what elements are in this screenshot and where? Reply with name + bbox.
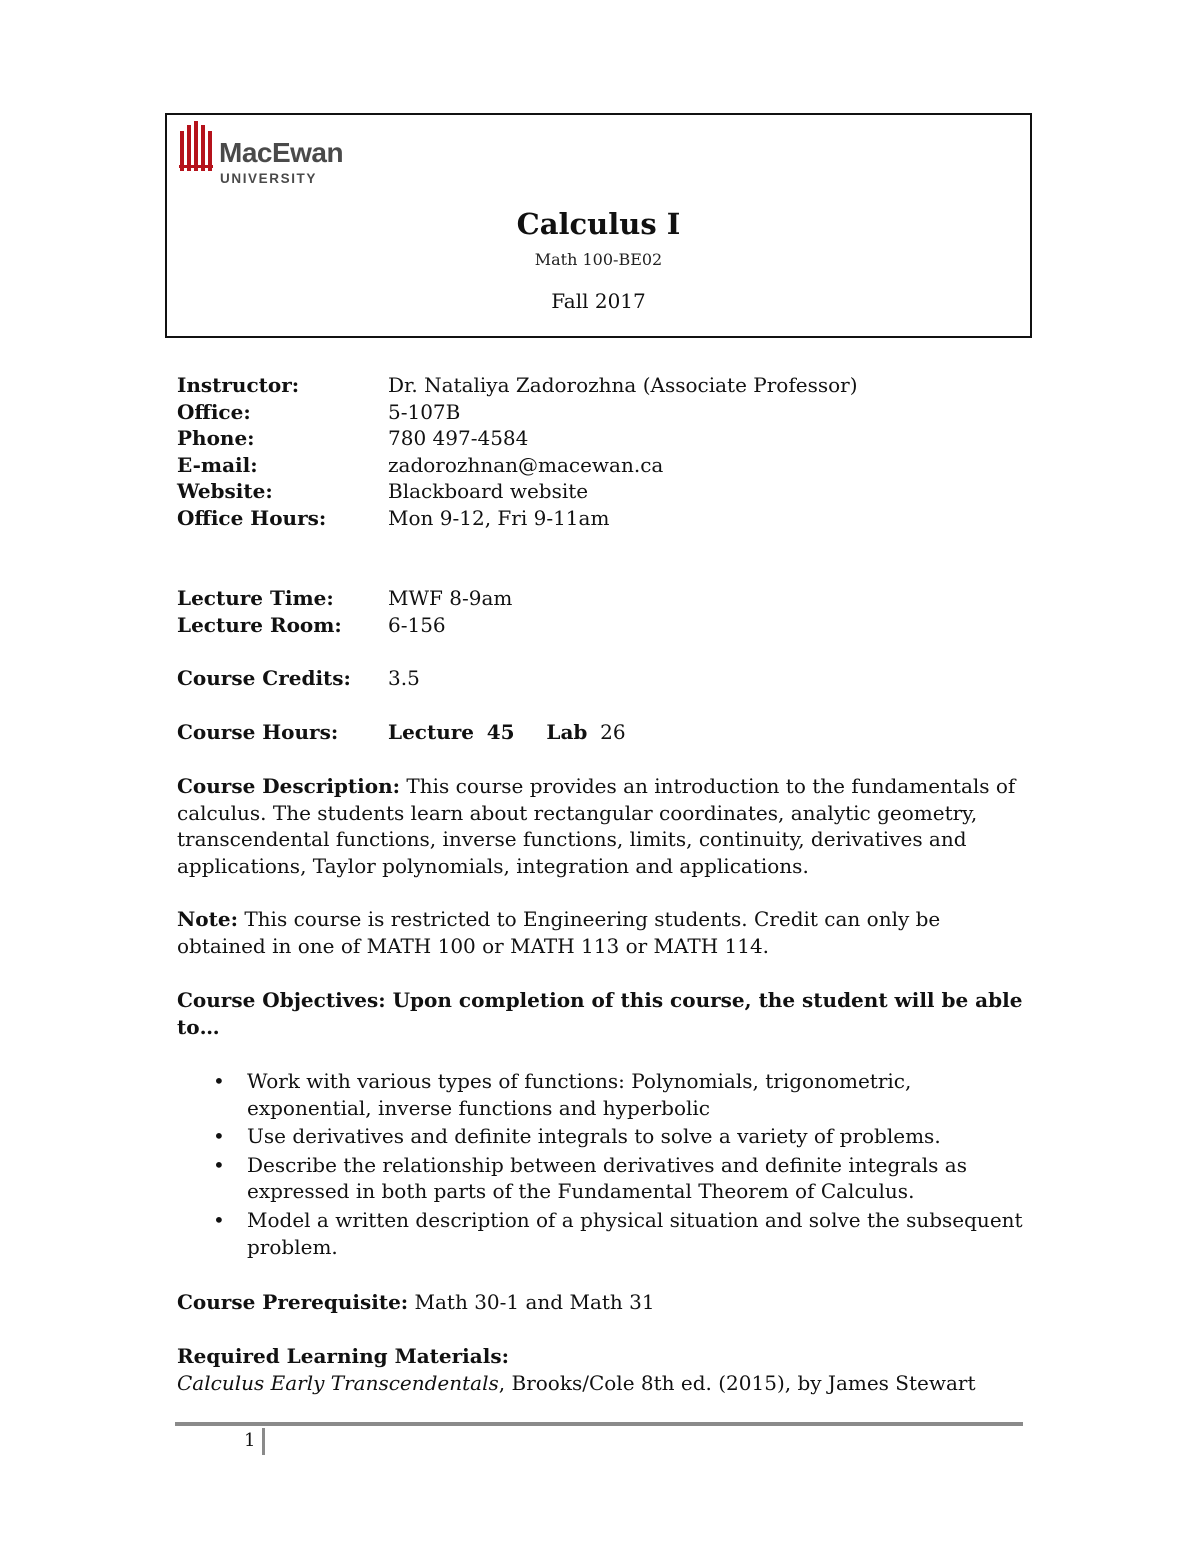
lecture-hours-value: 45	[486, 720, 515, 744]
field-value: Mon 9-12, Fri 9-11am	[388, 505, 610, 530]
field-value: Dr. Nataliya Zadorozhna (Associate Professor)	[388, 373, 858, 397]
logo-name: MacEwan	[219, 137, 344, 168]
field-label: Office:	[177, 399, 251, 424]
field-value: 3.5	[388, 666, 420, 690]
course-description	[177, 773, 1027, 879]
field-value: MWF 8-9am	[388, 586, 513, 610]
contact-row-office-hours	[177, 505, 1037, 532]
hours-row	[177, 719, 1037, 746]
field-value: 5-107B	[388, 399, 461, 424]
field-label: Course Credits:	[177, 666, 351, 690]
materials-label: Required Learning Materials:	[177, 1344, 509, 1368]
logo-mark-icon	[179, 121, 215, 173]
field-label: E-mail:	[177, 452, 258, 477]
email-link[interactable]: zadorozhnan@macewan.ca	[388, 452, 664, 477]
bullet-icon: •	[213, 1124, 225, 1149]
field-label: Lecture Room:	[177, 612, 342, 637]
logo-subtitle: UNIVERSITY	[220, 171, 318, 186]
note-label: Note:	[177, 907, 238, 931]
lecture-info	[177, 585, 1037, 638]
objective-text: Work with various types of functions: Polynomials, trigonometric, exponential, inverse functions and hyperbolic	[247, 1069, 912, 1120]
course-credits	[177, 665, 1037, 692]
contact-row-phone	[177, 425, 1037, 452]
bullet-icon: •	[213, 1207, 225, 1232]
course-note	[177, 906, 1027, 959]
bullet-icon: •	[213, 1152, 225, 1177]
objectives-heading: Course Objectives: Upon completion of this course, the student will be able to…	[177, 988, 1023, 1039]
description-label: Course Description:	[177, 774, 401, 798]
list-item	[177, 1068, 1027, 1121]
field-value: 6-156	[388, 612, 446, 637]
footer-divider	[175, 1422, 1023, 1426]
header-box	[165, 113, 1032, 338]
lecture-time-row	[177, 585, 1037, 612]
lab-hours-value: 26	[600, 720, 626, 744]
prerequisite-label: Course Prerequisite:	[177, 1290, 409, 1314]
prerequisite-text: Math 30-1 and Math 31	[408, 1290, 655, 1314]
contact-row-website	[177, 478, 1037, 505]
macewan-logo	[179, 121, 369, 185]
description-text: This course provides an introduction to the fundamentals of calculus. The students learn about rectangular coordinates, analytic geometry, transcendental functions, inverse functions, limits, continuity, derivatives and applications, Taylor polynomials, integration and applications.	[177, 774, 1016, 878]
page-number: 1	[244, 1430, 256, 1451]
learning-materials	[177, 1343, 1027, 1396]
note-text: This course is restricted to Engineering students. Credit can only be obtained in one of MATH 100 or MATH 113 or MATH 114.	[177, 907, 941, 958]
lab-hours-label: Lab	[546, 720, 588, 744]
term: Fall 2017	[551, 289, 646, 313]
lecture-hours-label: Lecture	[388, 720, 475, 744]
contact-row-email	[177, 452, 1037, 479]
contact-info	[177, 372, 1037, 532]
course-hours	[177, 719, 1037, 746]
course-prerequisite	[177, 1289, 1027, 1316]
objective-text: Model a written description of a physical situation and solve the subsequent problem.	[247, 1207, 1023, 1259]
objectives-list	[177, 1068, 1027, 1260]
book-details: , Brooks/Cole 8th ed. (2015), by James Stewart	[498, 1370, 976, 1395]
field-label: Phone:	[177, 426, 255, 451]
lecture-room-row	[177, 612, 1037, 639]
contact-row-office	[177, 399, 1037, 426]
list-item	[177, 1207, 1027, 1260]
objective-text: Use derivatives and definite integrals to solve a variety of problems.	[247, 1124, 941, 1149]
website-link[interactable]: Blackboard website	[388, 479, 589, 504]
field-label: Lecture Time:	[177, 586, 334, 610]
page-title: Calculus I	[516, 207, 681, 241]
objective-text: Describe the relationship between derivatives and definite integrals as expressed in both parts of the Fundamental Theorem of Calculus.	[247, 1152, 967, 1204]
contact-row-instructor	[177, 372, 1037, 399]
page-number-divider	[262, 1428, 265, 1455]
list-item	[177, 1123, 1027, 1150]
bullet-icon: •	[213, 1069, 225, 1093]
course-code: Math 100-BE02	[534, 250, 663, 269]
field-label: Instructor:	[177, 373, 300, 397]
field-label: Website:	[177, 479, 273, 504]
field-value: 780 497-4584	[388, 426, 529, 451]
book-title: Calculus Early Transcendentals	[177, 1370, 499, 1395]
field-label: Office Hours:	[177, 505, 327, 530]
credits-row	[177, 665, 1037, 692]
hours-values	[388, 719, 1037, 746]
list-item	[177, 1152, 1027, 1205]
field-label: Course Hours:	[177, 720, 339, 744]
course-objectives	[177, 987, 1027, 1040]
